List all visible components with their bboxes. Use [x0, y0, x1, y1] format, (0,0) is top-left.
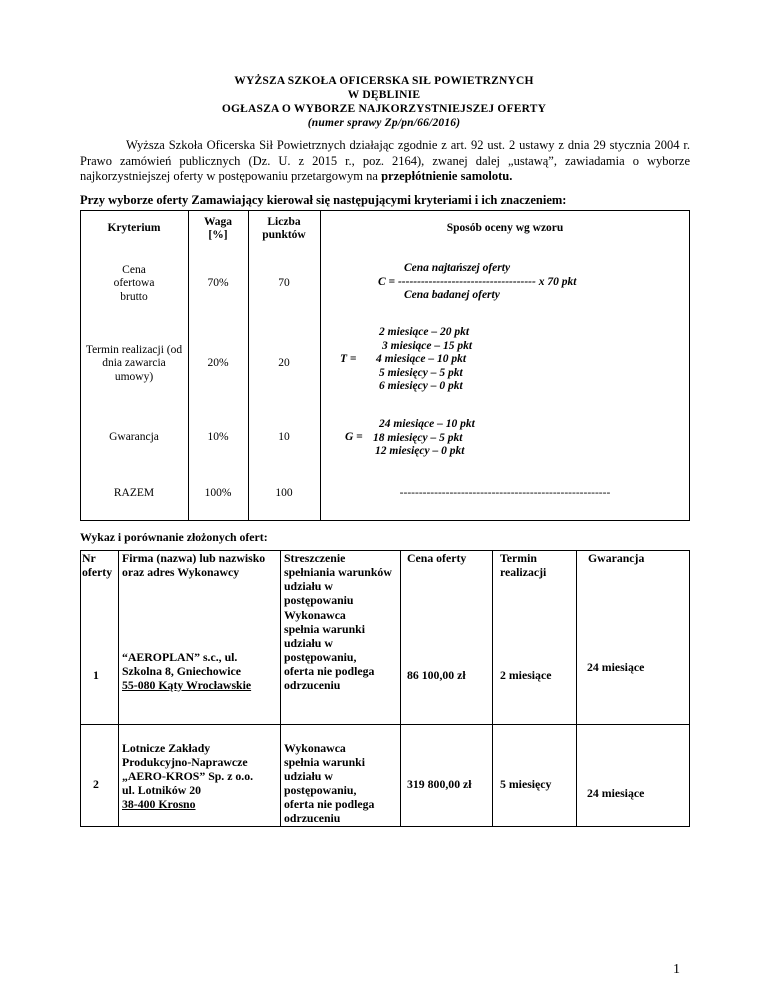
offers-header-firm: Firma (nazwa) lub nazwisko oraz adres Wykonawcy [122, 551, 266, 579]
criteria-row-warranty-formula [373, 418, 475, 459]
formula-line: 6 miesięcy – 0 pkt [379, 380, 463, 392]
criteria-title: Przy wyborze oferty Zamawiający kierował się następującymi kryteriami i ich znaczeniem: [80, 193, 567, 207]
intro-paragraph [80, 138, 690, 185]
criteria-row-total-formula: ------------------------------------------------------- [399, 487, 611, 500]
summary-line: spełnia warunki [284, 755, 365, 769]
offer-1-firm [122, 650, 280, 692]
criteria-header-weight: Waga [%] [203, 215, 233, 241]
criteria-row-price-points: 70 [278, 277, 290, 290]
summary-line: oferta nie podlega [284, 664, 375, 678]
firm-postal-address: 55-080 Kąty Wrocławskie [122, 678, 252, 692]
intro-bold-subject: przepłótnienie samolotu. [381, 169, 513, 183]
offer-1-price: 86 100,00 zł [407, 668, 466, 682]
criteria-row-warranty-prefix: G = [345, 431, 363, 443]
firm-postal-address: 38-400 Krosno [122, 797, 196, 811]
offer-2-summary [284, 741, 398, 825]
offer-2-term: 5 miesięcy [500, 777, 552, 791]
summary-line: Wykonawca [284, 608, 346, 622]
offer-1-warranty: 24 miesiące [587, 660, 645, 674]
offers-title: Wykaz i porównanie złożonych ofert: [80, 530, 268, 544]
offer-1-summary [284, 608, 398, 692]
summary-line: Wykonawca [284, 741, 346, 755]
offers-header-warranty: Gwarancja [588, 551, 645, 565]
criteria-row-warranty-points: 10 [278, 431, 290, 444]
criteria-row-term-prefix: T = [340, 353, 357, 365]
criteria-header-formula: Sposób oceny wg wzoru [446, 222, 564, 235]
firm-line: “AEROPLAN” s.c., ul. [122, 650, 238, 664]
criteria-row-warranty-name: Gwarancja [109, 431, 159, 444]
formula-line: 5 miesięcy – 5 pkt [379, 366, 463, 379]
offers-header-price: Cena oferty [407, 551, 467, 565]
header-line3: OGŁASZA O WYBORZE NAJKORZYSTNIEJSZEJ OFERTY [221, 103, 547, 115]
intro-text: Wyższa Szkoła Oficerska Sił Powietrznych działając zgodnie z art. 92 ust. 2 ustawy z dnia 29 stycznia 2004 r. Prawo zamówień publicznych (Dz. U. z 2015 r., poz. 2164), zwanej dalej „ustawą”, zawiadamia o wyborze najkorzystniejszej oferty w postępowaniu przetargowym na [80, 138, 690, 183]
formula-line: 3 miesiące – 15 pkt [382, 339, 473, 352]
firm-line: Lotnicze Zakłady [122, 741, 211, 755]
header-line2: W DĘBLINIE [347, 89, 421, 101]
firm-line: Szkolna 8, Gniechowice [122, 664, 241, 678]
offers-header-summary: Streszczenie spełniania warunków udziału w postępowaniu [284, 551, 392, 607]
offer-1-term: 2 miesiące [500, 668, 552, 682]
formula-line: 24 miesiące – 10 pkt [379, 418, 475, 430]
summary-line: odrzuceniu [284, 811, 341, 825]
offer-2-nr: 2 [93, 777, 99, 791]
criteria-row-warranty-weight: 10% [207, 431, 229, 444]
offer-1-nr: 1 [93, 668, 99, 682]
summary-line: postępowaniu, [284, 783, 357, 797]
criteria-row-price-formula [378, 262, 576, 303]
firm-line: „AERO-KROS” Sp. z o.o. [122, 769, 254, 783]
offer-2-firm [122, 741, 280, 811]
criteria-row-price-weight: 70% [207, 277, 229, 290]
formula-line: 12 miesięcy – 0 pkt [375, 445, 465, 457]
summary-line: odrzuceniu [284, 678, 341, 692]
summary-line: postępowaniu, [284, 650, 357, 664]
formula-line: 4 miesiące – 10 pkt [376, 353, 467, 365]
summary-line: spełnia warunki [284, 622, 365, 636]
offers-header-term: Termin realizacji [500, 551, 547, 579]
criteria-row-term-name: Termin realizacji (od dnia zawarcia umowy) [85, 343, 183, 383]
criteria-row-total-name: RAZEM [113, 487, 155, 500]
firm-line: ul. Lotników 20 [122, 783, 201, 797]
criteria-row-price-name: Cena ofertowa brutto [113, 263, 155, 303]
summary-line: udziału w [284, 636, 333, 650]
offers-header-nr: Nr oferty [82, 551, 113, 579]
criteria-row-total-weight: 100% [204, 487, 232, 500]
criteria-row-term-formula [375, 326, 472, 394]
header-case-number: (numer sprawy Zp/pn/66/2016) [307, 117, 461, 129]
formula-line: 18 miesięcy – 5 pkt [373, 431, 463, 444]
criteria-row-total-points: 100 [275, 487, 293, 500]
firm-line: Produkcyjno-Naprawcze [122, 755, 248, 769]
criteria-header-points: Liczba punktów [262, 215, 306, 241]
formula-line: C = ------------------------------------ x 70 pkt [378, 275, 577, 288]
header-line1: WYŻSZA SZKOŁA OFICERSKA SIŁ POWIETRZNYCH [234, 75, 534, 87]
page-number: 1 [673, 962, 680, 977]
summary-line: udziału w [284, 769, 333, 783]
offer-2-price: 319 800,00 zł [407, 777, 472, 791]
formula-line: Cena badanej oferty [404, 289, 500, 301]
criteria-header-kryterium: Kryterium [107, 222, 161, 235]
formula-line: 2 miesiące – 20 pkt [379, 326, 470, 338]
offer-2-warranty: 24 miesiące [587, 786, 645, 800]
criteria-row-term-weight: 20% [207, 357, 229, 370]
criteria-row-term-points: 20 [278, 357, 290, 370]
formula-line: Cena najtańszej oferty [404, 262, 511, 274]
summary-line: oferta nie podlega [284, 797, 375, 811]
